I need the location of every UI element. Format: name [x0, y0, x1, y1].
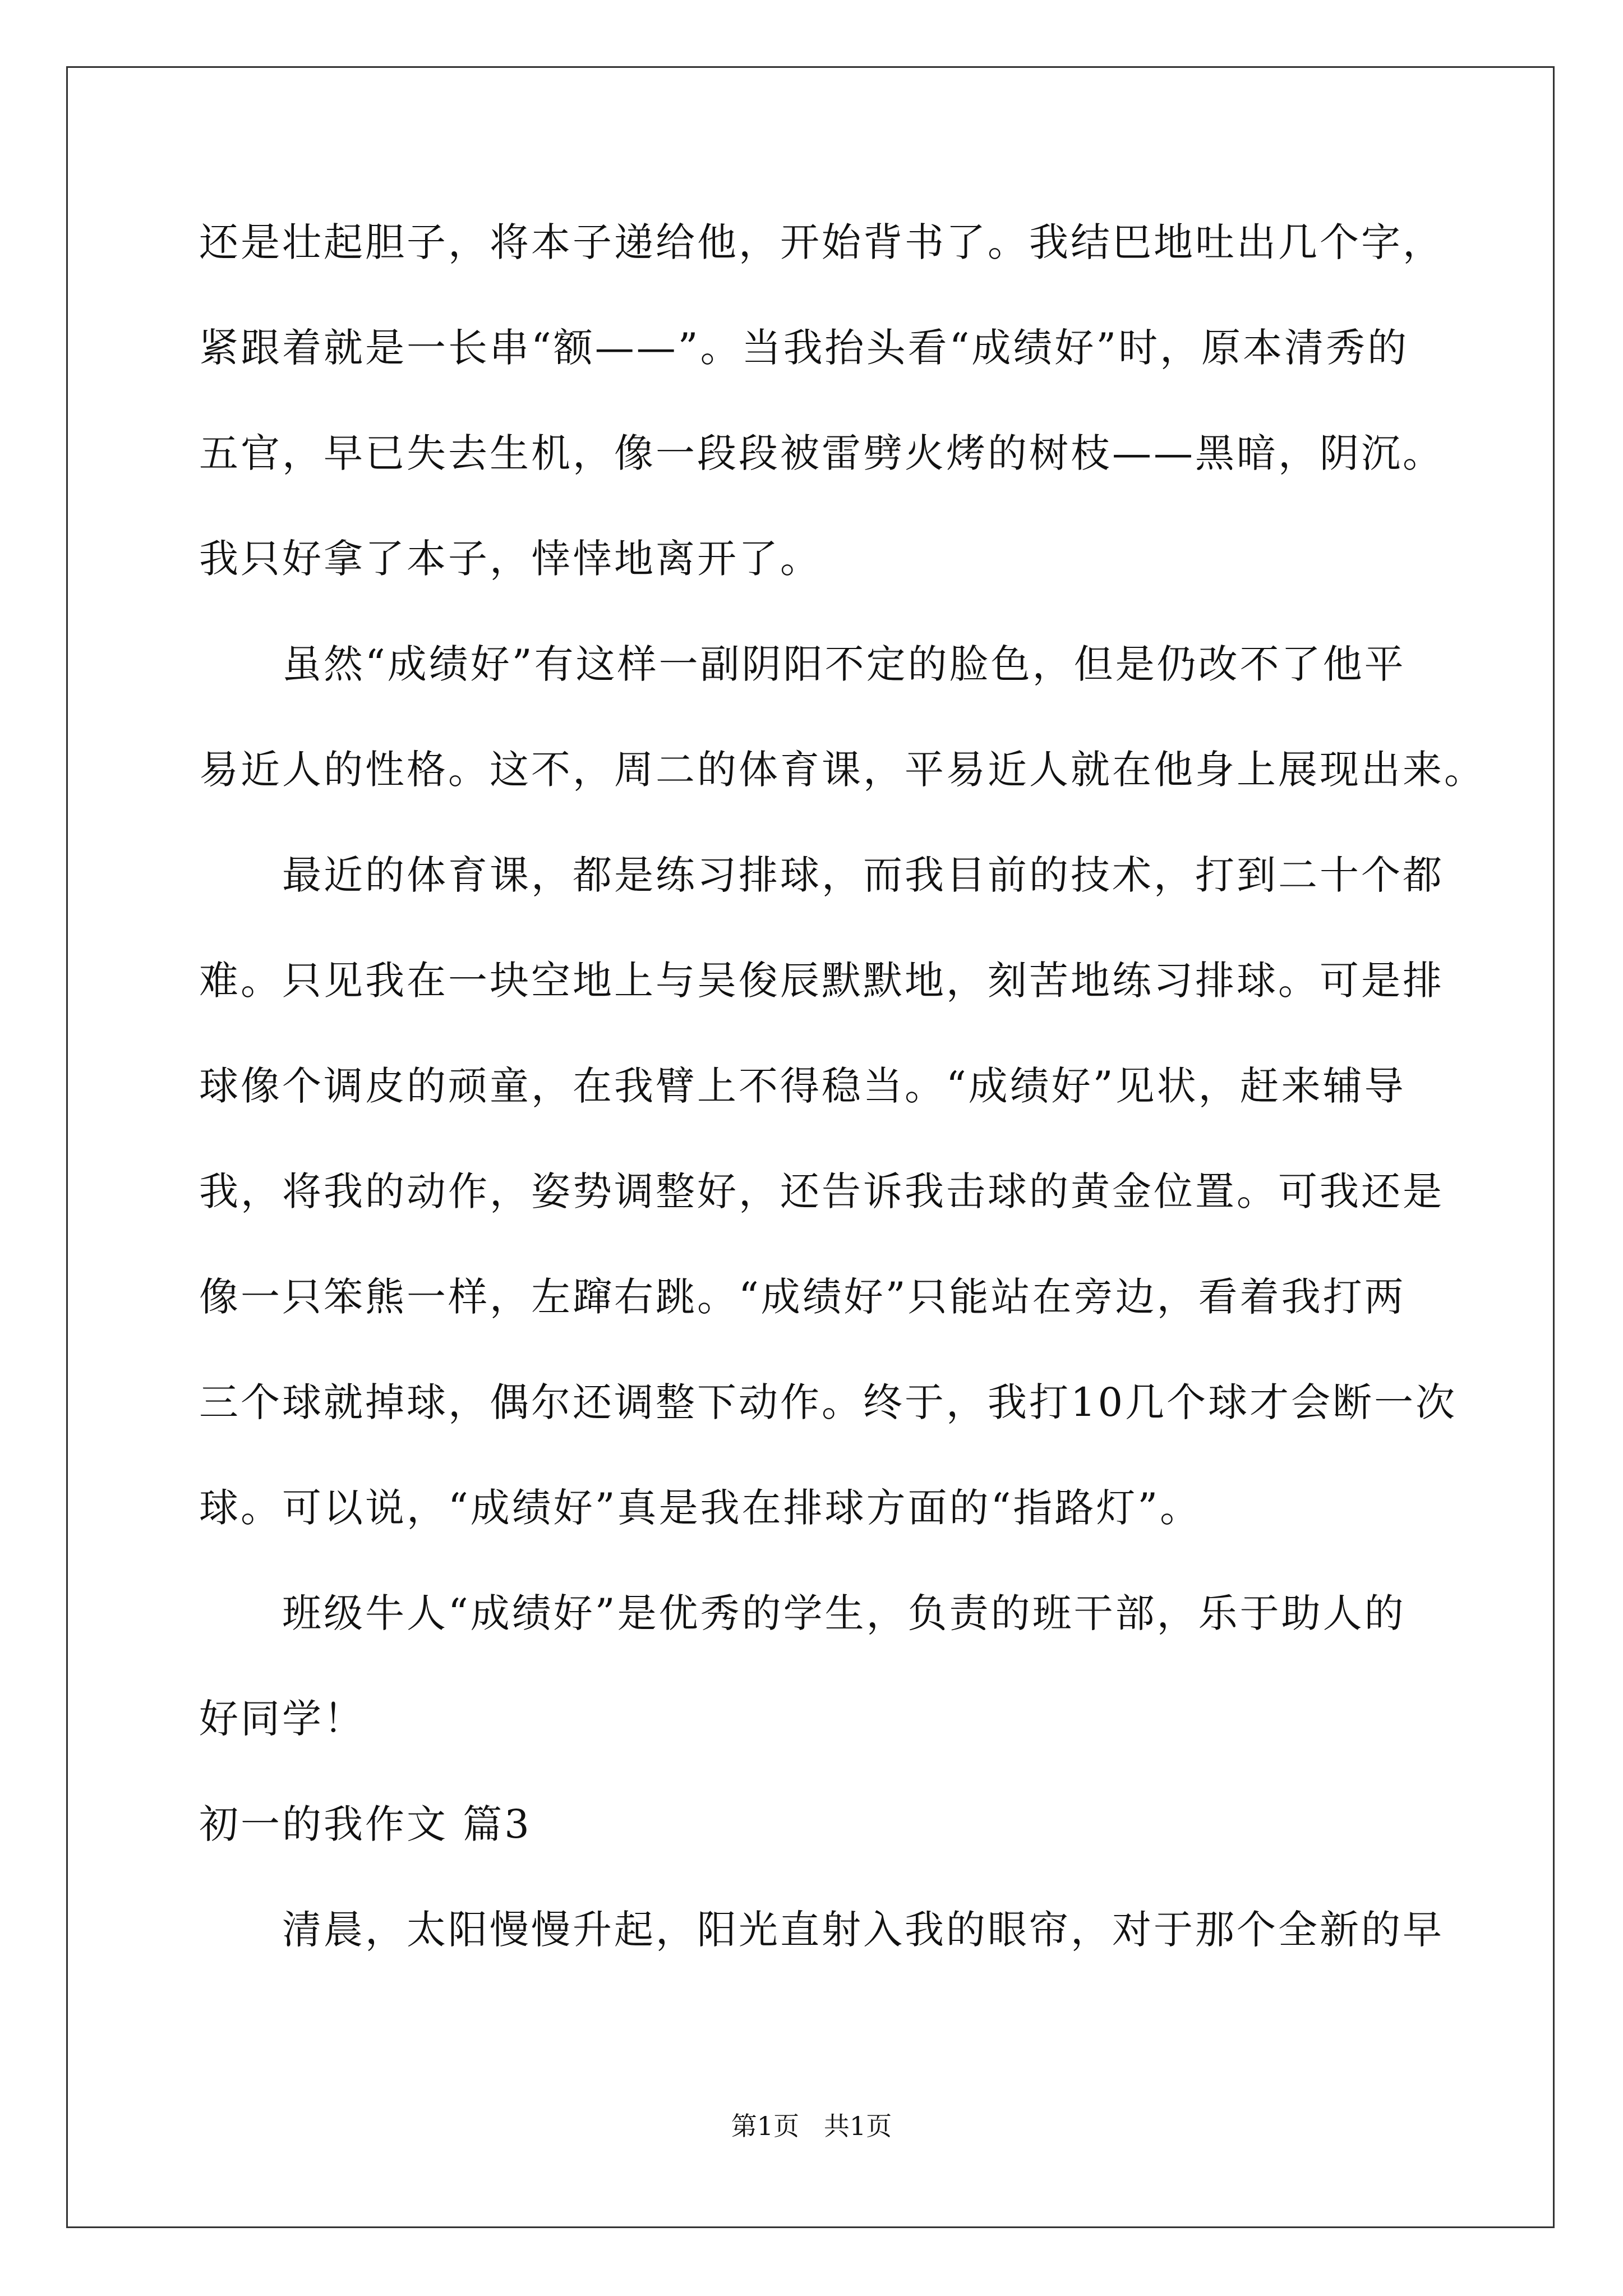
paragraph-line: 好同学！: [199, 1696, 365, 1742]
paragraph-line: 五官，早已失去生机，像一段段被雷劈火烤的树枝——黑暗，阴沉。: [199, 430, 1444, 476]
paragraph-line: 我，将我的动作，姿势调整好，还告诉我击球的黄金位置。可我还是: [199, 1168, 1444, 1214]
section-heading: 初一的我作文 篇3: [199, 1801, 532, 1847]
paragraph-line: 我只好拿了本子，悻悻地离开了。: [199, 536, 822, 582]
page-footer: 第1页 共1页: [731, 2111, 892, 2141]
paragraph-line: 清晨，太阳慢慢升起，阳光直射入我的眼帘，对于那个全新的早: [282, 1907, 1444, 1953]
paragraph-line: 球。可以说，“成绩好”真是我在排球方面的“指路灯”。: [199, 1485, 1202, 1531]
paragraph-line: 三个球就掉球，偶尔还调整下动作。终于，我打10几个球才会断一次: [199, 1379, 1458, 1425]
paragraph-line: 班级牛人“成绩好”是优秀的学生，负责的班干部，乐于助人的: [282, 1590, 1406, 1636]
paragraph-line: 紧跟着就是一长串“额——”。当我抬头看“成绩好”时，原本清秀的: [199, 325, 1409, 371]
paragraph-line: 像一只笨熊一样，左蹿右跳。“成绩好”只能站在旁边，看着我打两: [199, 1274, 1406, 1320]
paragraph-line: 易近人的性格。这不，周二的体育课，平易近人就在他身上展现出来。: [199, 747, 1486, 793]
paragraph-line: 虽然“成绩好”有这样一副阴阳不定的脸色，但是仍改不了他平: [282, 641, 1406, 687]
paragraph-line: 难。只见我在一块空地上与吴俊辰默默地，刻苦地练习排球。可是排: [199, 958, 1444, 1004]
paragraph-line: 还是壮起胆子，将本子递给他，开始背书了。我结巴地吐出几个字，: [199, 219, 1444, 265]
paragraph-line: 最近的体育课，都是练习排球，而我目前的技术，打到二十个都: [282, 852, 1444, 898]
paragraph-line: 球像个调皮的顽童，在我臂上不得稳当。“成绩好”见状，赶来辅导: [199, 1063, 1406, 1109]
